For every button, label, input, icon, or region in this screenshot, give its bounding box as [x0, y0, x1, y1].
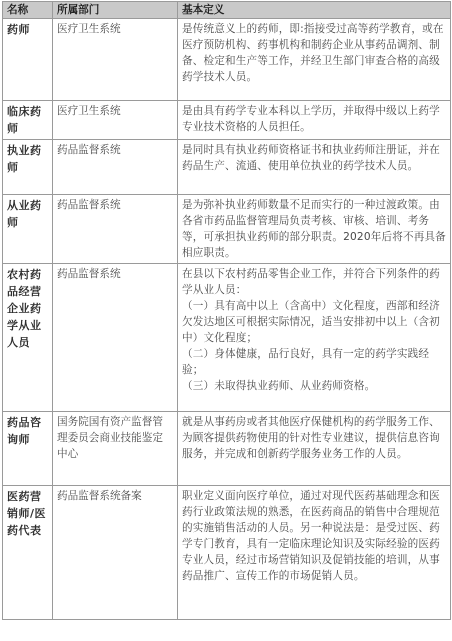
table-row — [3, 264, 451, 412]
row-name: 从业药师 — [3, 195, 53, 264]
row-name: 医药营销师/医药代表 — [3, 486, 53, 620]
row-dept: 药品监督系统备案 — [53, 486, 178, 620]
definition-line: （二）身体健康，品行良好，具有一定的药学实践经验； — [182, 348, 430, 376]
row-dept: 药品监督系统 — [53, 195, 178, 264]
row-name: 药品咨询师 — [3, 412, 53, 486]
header-name: 名称 — [3, 2, 53, 19]
table-row — [3, 195, 451, 264]
definition-line: 是由具有药学专业本科以上学历，并取得中级以上药学专业技术资格的人员担任。 — [182, 105, 440, 133]
row-definition — [178, 19, 451, 101]
row-name: 执业药师 — [3, 140, 53, 195]
header-definition: 基本定义 — [178, 2, 451, 19]
definitions-table — [2, 1, 451, 620]
table-row — [3, 140, 451, 195]
definition-line: 是同时具有执业药师资格证书和执业药师注册证，并在药品生产、流通、使用单位执业的药学技术人员。 — [182, 144, 440, 172]
definition-line: 在县以下农村药品零售企业工作，并符合下列条件的药学从业人员： — [182, 268, 440, 296]
row-definition — [178, 101, 451, 140]
header-dept: 所属部门 — [53, 2, 178, 19]
row-dept: 医疗卫生系统 — [53, 101, 178, 140]
definition-line: 职业定义面向医疗单位，通过对现代医药基础理念和医药行业政策法规的熟悉，在医药商品的销售中合理规范的实施销售活动的人员。另一种说法是：是受过医、药学专门教育，具有一定临床理论知识及实际经验的医药专业人员，经过市场营销知识及促销技能的培训，从事药品推广、宣传工作的市场促销人员。 — [182, 490, 440, 582]
table-row — [3, 19, 451, 101]
row-definition — [178, 195, 451, 264]
row-dept: 药品监督系统 — [53, 264, 178, 412]
row-definition — [178, 486, 451, 620]
row-dept: 医疗卫生系统 — [53, 19, 178, 101]
row-definition — [178, 140, 451, 195]
row-dept: 药品监督系统 — [53, 140, 178, 195]
row-definition — [178, 412, 451, 486]
definition-line: 是传统意义上的药师，即:指接受过高等药学教育，或在医疗预防机构、药事机构和制药企业从事药品调剂、制备、检定和生产等工作，并经卫生部门审查合格的高级药学技术人员。 — [182, 23, 444, 83]
row-definition — [178, 264, 451, 412]
definition-line: （一）具有高中以上（含高中）文化程度，西部和经济欠发达地区可根据实际情况，适当安排初中以上（含初中）文化程度； — [182, 300, 440, 344]
definition-line: （三）未取得执业药师、从业药师资格。 — [182, 380, 376, 392]
row-dept: 国务院国有资产监督管理委员会商业技能鉴定中心 — [53, 412, 178, 486]
table-header-row — [3, 2, 451, 19]
table-row — [3, 486, 451, 620]
definition-line: 是为弥补执业药师数量不足而实行的一种过渡政策。由各省市药品监督管理局负责考核、审核、培训、考务等，可承担执业药师的部分职责。2020年后将不再具备相应职责。 — [182, 199, 446, 259]
row-name: 农村药品经营企业药学从业人员 — [3, 264, 53, 412]
definition-line: 就是从事药房或者其他医疗保健机构的药学服务工作、为顾客提供药物使用的针对性专业建议，提供信息咨询服务，并完成和创新药学服务业务工作的人员。 — [182, 416, 440, 460]
row-name: 临床药师 — [3, 101, 53, 140]
table-row — [3, 101, 451, 140]
table-row — [3, 412, 451, 486]
row-name: 药师 — [3, 19, 53, 101]
